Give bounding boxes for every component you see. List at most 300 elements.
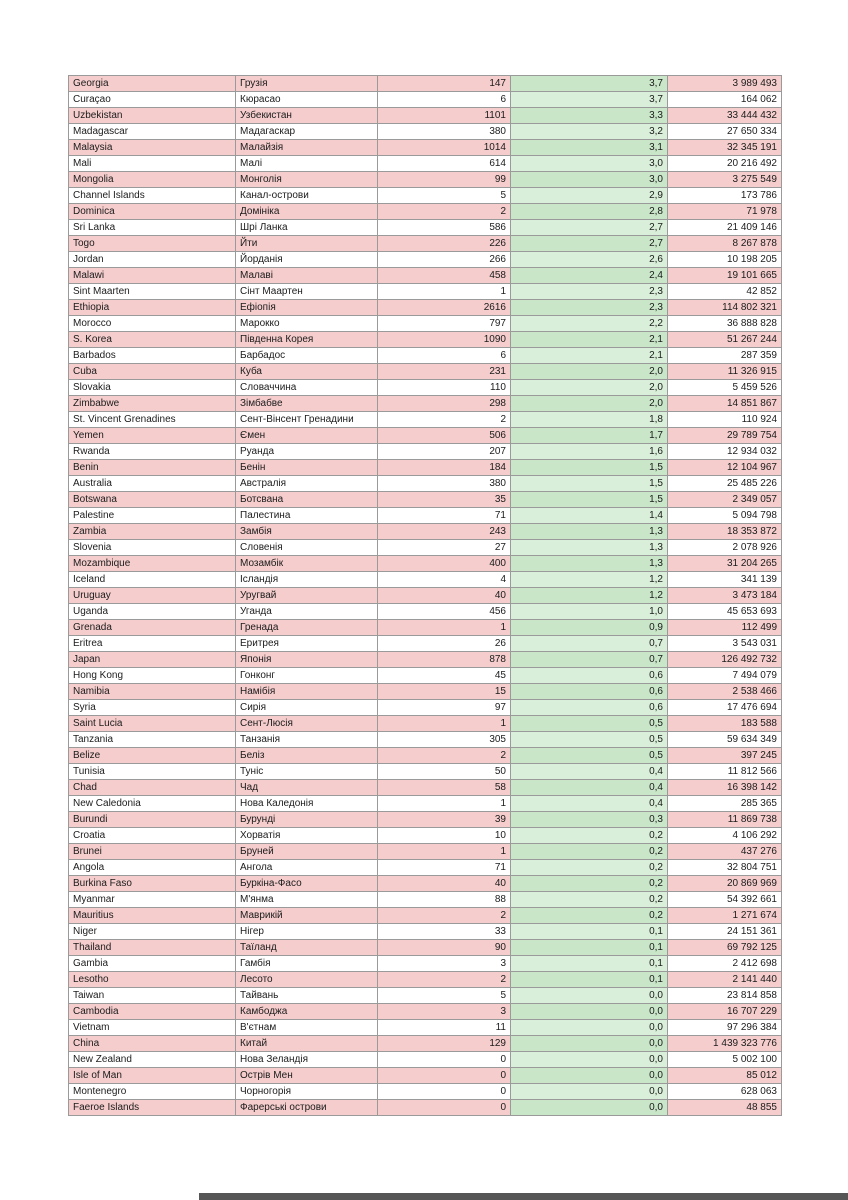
- rate-cell: 2,1: [511, 332, 668, 348]
- table-row: [69, 300, 782, 316]
- rate-cell: 1,5: [511, 492, 668, 508]
- country-name-uk-cell: Ісландія: [236, 572, 378, 588]
- rate-cell: 0,6: [511, 700, 668, 716]
- rate-cell: 0,0: [511, 1004, 668, 1020]
- rate-cell: 0,1: [511, 972, 668, 988]
- rate-cell: 0,0: [511, 1020, 668, 1036]
- country-name-en-cell: Croatia: [69, 828, 236, 844]
- table-row: [69, 684, 782, 700]
- population-cell: 2 141 440: [668, 972, 782, 988]
- table-row: [69, 92, 782, 108]
- country-name-uk-cell: Замбія: [236, 524, 378, 540]
- population-cell: 71 978: [668, 204, 782, 220]
- count-cell: 231: [378, 364, 511, 380]
- country-name-en-cell: Hong Kong: [69, 668, 236, 684]
- table-row: [69, 188, 782, 204]
- count-cell: 110: [378, 380, 511, 396]
- table-row: [69, 108, 782, 124]
- country-name-uk-cell: Фарерські острови: [236, 1100, 378, 1116]
- count-cell: 3: [378, 956, 511, 972]
- country-name-en-cell: Curaçao: [69, 92, 236, 108]
- count-cell: 71: [378, 860, 511, 876]
- population-cell: 16 707 229: [668, 1004, 782, 1020]
- population-cell: 11 869 738: [668, 812, 782, 828]
- rate-cell: 2,3: [511, 300, 668, 316]
- rate-cell: 3,7: [511, 92, 668, 108]
- population-cell: 16 398 142: [668, 780, 782, 796]
- rate-cell: 1,0: [511, 604, 668, 620]
- table-row: [69, 508, 782, 524]
- country-name-en-cell: Grenada: [69, 620, 236, 636]
- population-cell: 31 204 265: [668, 556, 782, 572]
- population-cell: 42 852: [668, 284, 782, 300]
- country-name-en-cell: China: [69, 1036, 236, 1052]
- country-name-en-cell: Benin: [69, 460, 236, 476]
- table-row: [69, 268, 782, 284]
- count-cell: 243: [378, 524, 511, 540]
- country-name-en-cell: St. Vincent Grenadines: [69, 412, 236, 428]
- count-cell: 878: [378, 652, 511, 668]
- population-cell: 54 392 661: [668, 892, 782, 908]
- table-row: [69, 588, 782, 604]
- table-row: [69, 380, 782, 396]
- country-name-uk-cell: Малайзія: [236, 140, 378, 156]
- country-name-en-cell: Mali: [69, 156, 236, 172]
- population-cell: 3 473 184: [668, 588, 782, 604]
- population-cell: 183 588: [668, 716, 782, 732]
- country-name-en-cell: Burkina Faso: [69, 876, 236, 892]
- country-name-uk-cell: Сент-Вінсент Гренадини: [236, 412, 378, 428]
- population-cell: 112 499: [668, 620, 782, 636]
- rate-cell: 2,9: [511, 188, 668, 204]
- rate-cell: 0,6: [511, 684, 668, 700]
- country-name-en-cell: Syria: [69, 700, 236, 716]
- rate-cell: 0,4: [511, 780, 668, 796]
- table-row: [69, 1004, 782, 1020]
- country-name-en-cell: Zambia: [69, 524, 236, 540]
- country-name-en-cell: Malawi: [69, 268, 236, 284]
- rate-cell: 2,4: [511, 268, 668, 284]
- population-cell: 12 934 032: [668, 444, 782, 460]
- country-name-en-cell: Tunisia: [69, 764, 236, 780]
- count-cell: 400: [378, 556, 511, 572]
- table-row: [69, 444, 782, 460]
- population-cell: 3 543 031: [668, 636, 782, 652]
- population-cell: 19 101 665: [668, 268, 782, 284]
- count-cell: 1090: [378, 332, 511, 348]
- country-name-uk-cell: Словенія: [236, 540, 378, 556]
- count-cell: 458: [378, 268, 511, 284]
- rate-cell: 1,2: [511, 588, 668, 604]
- population-cell: 29 789 754: [668, 428, 782, 444]
- country-name-en-cell: Barbados: [69, 348, 236, 364]
- count-cell: 506: [378, 428, 511, 444]
- population-cell: 2 412 698: [668, 956, 782, 972]
- population-cell: 23 814 858: [668, 988, 782, 1004]
- population-cell: 33 444 432: [668, 108, 782, 124]
- country-name-en-cell: Slovakia: [69, 380, 236, 396]
- table-row: [69, 1036, 782, 1052]
- country-name-en-cell: Mauritius: [69, 908, 236, 924]
- population-cell: 21 409 146: [668, 220, 782, 236]
- count-cell: 10: [378, 828, 511, 844]
- count-cell: 129: [378, 1036, 511, 1052]
- rate-cell: 0,1: [511, 956, 668, 972]
- table-row: [69, 428, 782, 444]
- table-row: [69, 1084, 782, 1100]
- country-name-en-cell: Cambodia: [69, 1004, 236, 1020]
- country-name-uk-cell: Китай: [236, 1036, 378, 1052]
- rate-cell: 3,2: [511, 124, 668, 140]
- table-row: [69, 956, 782, 972]
- rate-cell: 2,2: [511, 316, 668, 332]
- country-name-uk-cell: Бенін: [236, 460, 378, 476]
- table-row: [69, 604, 782, 620]
- country-name-uk-cell: В'єтнам: [236, 1020, 378, 1036]
- country-name-uk-cell: Чорногорія: [236, 1084, 378, 1100]
- population-cell: 126 492 732: [668, 652, 782, 668]
- rate-cell: 1,3: [511, 524, 668, 540]
- rate-cell: 0,0: [511, 988, 668, 1004]
- country-name-uk-cell: Лесото: [236, 972, 378, 988]
- country-name-uk-cell: Острів Мен: [236, 1068, 378, 1084]
- country-name-en-cell: Malaysia: [69, 140, 236, 156]
- country-name-en-cell: Uruguay: [69, 588, 236, 604]
- country-name-en-cell: Angola: [69, 860, 236, 876]
- count-cell: 0: [378, 1068, 511, 1084]
- count-cell: 3: [378, 1004, 511, 1020]
- country-name-uk-cell: Гонконг: [236, 668, 378, 684]
- rate-cell: 1,3: [511, 540, 668, 556]
- country-name-uk-cell: Сінт Маартен: [236, 284, 378, 300]
- country-name-uk-cell: Руанда: [236, 444, 378, 460]
- country-name-en-cell: Japan: [69, 652, 236, 668]
- country-name-uk-cell: Південна Корея: [236, 332, 378, 348]
- population-cell: 51 267 244: [668, 332, 782, 348]
- country-name-en-cell: Dominica: [69, 204, 236, 220]
- rate-cell: 1,7: [511, 428, 668, 444]
- rate-cell: 0,2: [511, 860, 668, 876]
- population-cell: 437 276: [668, 844, 782, 860]
- population-cell: 4 106 292: [668, 828, 782, 844]
- table-row: [69, 844, 782, 860]
- table-body: [69, 76, 782, 1116]
- population-cell: 1 271 674: [668, 908, 782, 924]
- rate-cell: 1,4: [511, 508, 668, 524]
- count-cell: 207: [378, 444, 511, 460]
- table-row: [69, 396, 782, 412]
- population-cell: 12 104 967: [668, 460, 782, 476]
- population-cell: 25 485 226: [668, 476, 782, 492]
- country-name-en-cell: Faeroe Islands: [69, 1100, 236, 1116]
- rate-cell: 0,2: [511, 908, 668, 924]
- count-cell: 15: [378, 684, 511, 700]
- population-cell: 173 786: [668, 188, 782, 204]
- count-cell: 2: [378, 748, 511, 764]
- rate-cell: 2,3: [511, 284, 668, 300]
- table-row: [69, 636, 782, 652]
- rate-cell: 1,5: [511, 476, 668, 492]
- table-row: [69, 988, 782, 1004]
- table-row: [69, 476, 782, 492]
- table-row: [69, 492, 782, 508]
- country-name-uk-cell: Куба: [236, 364, 378, 380]
- table-row: [69, 412, 782, 428]
- count-cell: 50: [378, 764, 511, 780]
- population-cell: 114 802 321: [668, 300, 782, 316]
- rate-cell: 2,1: [511, 348, 668, 364]
- count-cell: 1: [378, 844, 511, 860]
- country-name-uk-cell: Шрі Ланка: [236, 220, 378, 236]
- table-row: [69, 1068, 782, 1084]
- country-name-en-cell: Ethiopia: [69, 300, 236, 316]
- count-cell: 97: [378, 700, 511, 716]
- population-cell: 11 812 566: [668, 764, 782, 780]
- rate-cell: 0,0: [511, 1084, 668, 1100]
- rate-cell: 2,7: [511, 220, 668, 236]
- country-name-en-cell: Rwanda: [69, 444, 236, 460]
- rate-cell: 2,0: [511, 396, 668, 412]
- rate-cell: 0,0: [511, 1068, 668, 1084]
- country-name-en-cell: Togo: [69, 236, 236, 252]
- population-cell: 164 062: [668, 92, 782, 108]
- rate-cell: 0,0: [511, 1100, 668, 1116]
- rate-cell: 1,6: [511, 444, 668, 460]
- table-row: [69, 220, 782, 236]
- rate-cell: 0,6: [511, 668, 668, 684]
- country-name-uk-cell: Туніс: [236, 764, 378, 780]
- table-row: [69, 876, 782, 892]
- table-row: [69, 1020, 782, 1036]
- country-name-uk-cell: М'янма: [236, 892, 378, 908]
- country-name-uk-cell: Японія: [236, 652, 378, 668]
- count-cell: 58: [378, 780, 511, 796]
- count-cell: 6: [378, 92, 511, 108]
- country-name-uk-cell: Нігер: [236, 924, 378, 940]
- rate-cell: 0,2: [511, 844, 668, 860]
- count-cell: 456: [378, 604, 511, 620]
- rate-cell: 1,2: [511, 572, 668, 588]
- country-name-uk-cell: Йорданія: [236, 252, 378, 268]
- population-cell: 3 275 549: [668, 172, 782, 188]
- population-cell: 1 439 323 776: [668, 1036, 782, 1052]
- rate-cell: 0,3: [511, 812, 668, 828]
- count-cell: 6: [378, 348, 511, 364]
- count-cell: 0: [378, 1100, 511, 1116]
- table-row: [69, 940, 782, 956]
- country-name-uk-cell: Тайвань: [236, 988, 378, 1004]
- country-name-uk-cell: Таїланд: [236, 940, 378, 956]
- country-name-uk-cell: Гамбія: [236, 956, 378, 972]
- country-name-en-cell: New Zealand: [69, 1052, 236, 1068]
- rate-cell: 0,0: [511, 1036, 668, 1052]
- table-row: [69, 172, 782, 188]
- table-row: [69, 652, 782, 668]
- count-cell: 298: [378, 396, 511, 412]
- country-name-en-cell: Uganda: [69, 604, 236, 620]
- population-cell: 628 063: [668, 1084, 782, 1100]
- table-row: [69, 124, 782, 140]
- population-cell: 287 359: [668, 348, 782, 364]
- rate-cell: 0,7: [511, 636, 668, 652]
- population-cell: 20 869 969: [668, 876, 782, 892]
- country-name-en-cell: Zimbabwe: [69, 396, 236, 412]
- count-cell: 0: [378, 1052, 511, 1068]
- country-name-en-cell: Madagascar: [69, 124, 236, 140]
- count-cell: 147: [378, 76, 511, 92]
- country-name-en-cell: Cuba: [69, 364, 236, 380]
- country-data-table: [68, 75, 782, 1116]
- country-name-en-cell: Gambia: [69, 956, 236, 972]
- count-cell: 88: [378, 892, 511, 908]
- population-cell: 2 349 057: [668, 492, 782, 508]
- population-cell: 85 012: [668, 1068, 782, 1084]
- rate-cell: 2,8: [511, 204, 668, 220]
- country-name-uk-cell: Мозамбік: [236, 556, 378, 572]
- rate-cell: 1,5: [511, 460, 668, 476]
- count-cell: 5: [378, 988, 511, 1004]
- population-cell: 341 139: [668, 572, 782, 588]
- population-cell: 110 924: [668, 412, 782, 428]
- table-row: [69, 284, 782, 300]
- country-name-en-cell: Niger: [69, 924, 236, 940]
- population-cell: 24 151 361: [668, 924, 782, 940]
- population-cell: 97 296 384: [668, 1020, 782, 1036]
- count-cell: 0: [378, 1084, 511, 1100]
- country-name-uk-cell: Йти: [236, 236, 378, 252]
- count-cell: 5: [378, 188, 511, 204]
- count-cell: 99: [378, 172, 511, 188]
- country-name-uk-cell: Танзанія: [236, 732, 378, 748]
- count-cell: 380: [378, 124, 511, 140]
- population-cell: 10 198 205: [668, 252, 782, 268]
- country-name-en-cell: Saint Lucia: [69, 716, 236, 732]
- population-cell: 27 650 334: [668, 124, 782, 140]
- country-name-uk-cell: Ефіопія: [236, 300, 378, 316]
- rate-cell: 0,4: [511, 764, 668, 780]
- rate-cell: 0,9: [511, 620, 668, 636]
- country-name-en-cell: Taiwan: [69, 988, 236, 1004]
- rate-cell: 0,4: [511, 796, 668, 812]
- country-name-en-cell: Mongolia: [69, 172, 236, 188]
- population-cell: 32 345 191: [668, 140, 782, 156]
- table-row: [69, 780, 782, 796]
- population-cell: 18 353 872: [668, 524, 782, 540]
- count-cell: 2616: [378, 300, 511, 316]
- country-name-uk-cell: Марокко: [236, 316, 378, 332]
- count-cell: 1101: [378, 108, 511, 124]
- country-name-uk-cell: Монголія: [236, 172, 378, 188]
- count-cell: 184: [378, 460, 511, 476]
- table-row: [69, 764, 782, 780]
- table-row: [69, 892, 782, 908]
- table-row: [69, 732, 782, 748]
- population-cell: 2 078 926: [668, 540, 782, 556]
- rate-cell: 0,1: [511, 924, 668, 940]
- rate-cell: 0,5: [511, 748, 668, 764]
- country-name-uk-cell: Кюрасао: [236, 92, 378, 108]
- country-name-uk-cell: Малі: [236, 156, 378, 172]
- country-name-en-cell: New Caledonia: [69, 796, 236, 812]
- country-name-uk-cell: Канал-острови: [236, 188, 378, 204]
- table-row: [69, 1100, 782, 1116]
- table-row: [69, 748, 782, 764]
- count-cell: 266: [378, 252, 511, 268]
- country-name-en-cell: Mozambique: [69, 556, 236, 572]
- country-name-en-cell: Palestine: [69, 508, 236, 524]
- table-row: [69, 556, 782, 572]
- table-row: [69, 668, 782, 684]
- table-row: [69, 716, 782, 732]
- country-name-uk-cell: Домініка: [236, 204, 378, 220]
- country-name-en-cell: Sri Lanka: [69, 220, 236, 236]
- population-cell: 48 855: [668, 1100, 782, 1116]
- table-row: [69, 908, 782, 924]
- country-name-en-cell: Slovenia: [69, 540, 236, 556]
- rate-cell: 0,7: [511, 652, 668, 668]
- country-name-en-cell: Australia: [69, 476, 236, 492]
- country-name-uk-cell: Камбоджа: [236, 1004, 378, 1020]
- country-name-uk-cell: Гренада: [236, 620, 378, 636]
- count-cell: 4: [378, 572, 511, 588]
- country-name-en-cell: Burundi: [69, 812, 236, 828]
- country-name-uk-cell: Палестина: [236, 508, 378, 524]
- country-name-uk-cell: Беліз: [236, 748, 378, 764]
- country-name-uk-cell: Ємен: [236, 428, 378, 444]
- population-cell: 5 094 798: [668, 508, 782, 524]
- country-name-uk-cell: Еритрея: [236, 636, 378, 652]
- country-name-en-cell: Botswana: [69, 492, 236, 508]
- rate-cell: 1,8: [511, 412, 668, 428]
- count-cell: 614: [378, 156, 511, 172]
- rate-cell: 3,7: [511, 76, 668, 92]
- country-name-en-cell: Eritrea: [69, 636, 236, 652]
- rate-cell: 2,6: [511, 252, 668, 268]
- country-name-en-cell: Georgia: [69, 76, 236, 92]
- country-name-uk-cell: Сирія: [236, 700, 378, 716]
- country-name-en-cell: Isle of Man: [69, 1068, 236, 1084]
- country-name-uk-cell: Ангола: [236, 860, 378, 876]
- count-cell: 40: [378, 588, 511, 604]
- table-row: [69, 796, 782, 812]
- bottom-edge-strip: [199, 1193, 848, 1200]
- table-row: [69, 972, 782, 988]
- country-name-uk-cell: Узбекистан: [236, 108, 378, 124]
- table-row: [69, 316, 782, 332]
- population-cell: 397 245: [668, 748, 782, 764]
- count-cell: 26: [378, 636, 511, 652]
- count-cell: 797: [378, 316, 511, 332]
- country-name-uk-cell: Нова Каледонія: [236, 796, 378, 812]
- country-name-en-cell: Iceland: [69, 572, 236, 588]
- country-data-table-wrap: [68, 75, 782, 1116]
- population-cell: 14 851 867: [668, 396, 782, 412]
- count-cell: 305: [378, 732, 511, 748]
- population-cell: 7 494 079: [668, 668, 782, 684]
- population-cell: 3 989 493: [668, 76, 782, 92]
- count-cell: 2: [378, 908, 511, 924]
- country-name-uk-cell: Зімбабве: [236, 396, 378, 412]
- country-name-uk-cell: Австралія: [236, 476, 378, 492]
- country-name-en-cell: Montenegro: [69, 1084, 236, 1100]
- population-cell: 17 476 694: [668, 700, 782, 716]
- population-cell: 5 459 526: [668, 380, 782, 396]
- country-name-uk-cell: Буркіна-Фасо: [236, 876, 378, 892]
- count-cell: 33: [378, 924, 511, 940]
- population-cell: 36 888 828: [668, 316, 782, 332]
- population-cell: 5 002 100: [668, 1052, 782, 1068]
- country-name-uk-cell: Ботсвана: [236, 492, 378, 508]
